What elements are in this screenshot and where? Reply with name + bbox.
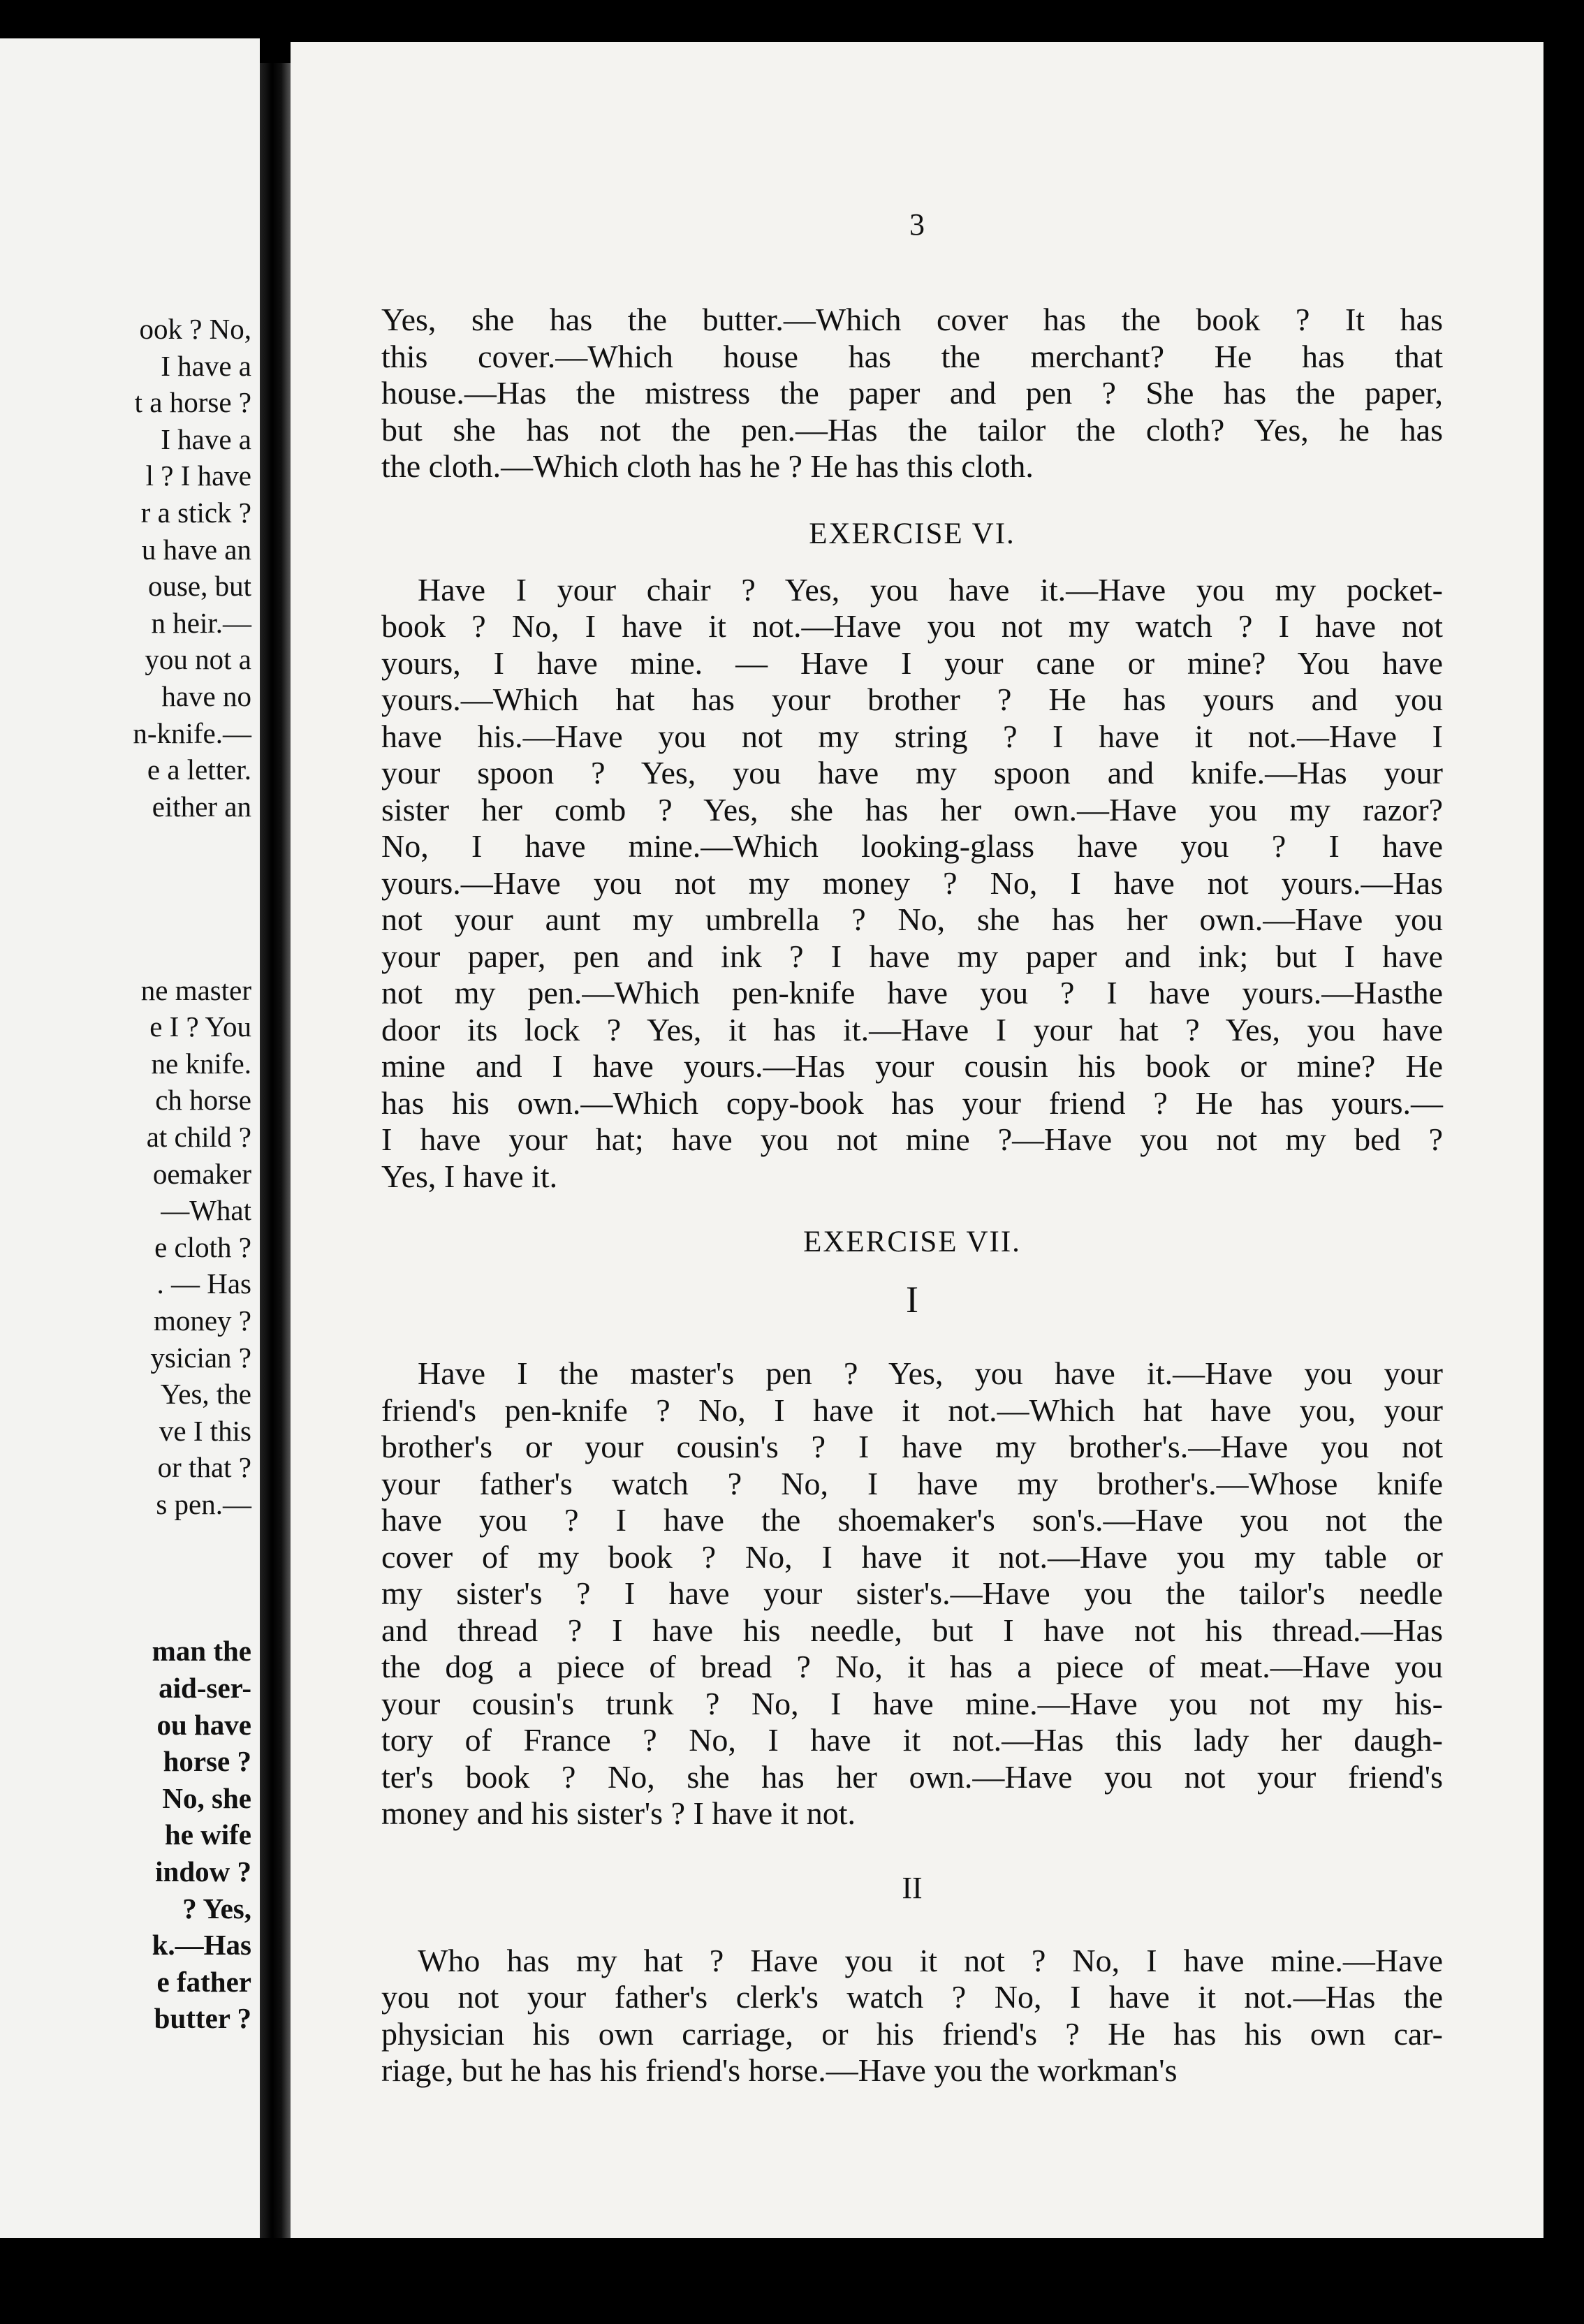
facing-page-line: either an	[152, 790, 251, 823]
facing-page-line: man the	[152, 1635, 251, 1668]
text-line: cover of my book ? No, I have it not.—Have you my table or	[381, 1538, 1443, 1575]
facing-page-left	[0, 38, 260, 2238]
text-line: Who has my hat ? Have you it not ? No, I have mine.—Have	[418, 1942, 1443, 1978]
facing-page-line: indow ?	[155, 1855, 251, 1888]
page-number: 3	[909, 207, 925, 242]
text-line: has his own.—Which copy-book has your friend ? He has yours.—	[381, 1084, 1443, 1121]
text-line: Yes, she has the butter.—Which cover has the book ? It has	[381, 302, 1443, 337]
text-line: money and his sister's ? I have it not.	[381, 1795, 856, 1831]
text-line: physician his own carriage, or his friend's ? He has his own car-	[381, 2015, 1443, 2052]
facing-page-line: e a letter.	[147, 753, 251, 786]
facing-page-line: ne master	[140, 973, 251, 1006]
text-line: have you ? I have the shoemaker's son's.—Have you not the	[381, 1502, 1443, 1538]
text-line: your spoon ? Yes, you have my spoon and knife.—Has your	[381, 755, 1443, 790]
page-right	[291, 42, 1543, 2238]
text-line: your paper, pen and ink ? I have my paper and ink; but I have	[381, 938, 1443, 974]
facing-page-line: money ?	[153, 1304, 251, 1337]
text-line: tory of France ? No, I have it not.—Has this lady her daugh-	[381, 1722, 1443, 1758]
facing-page-line: I have a	[161, 422, 251, 455]
intro-paragraph	[381, 302, 1443, 485]
exercise-7-part-2-paragraph	[381, 1943, 1443, 2089]
text-line: Have I your chair ? Yes, you have it.—Have you my pocket-	[418, 571, 1443, 608]
text-line: your father's watch ? No, I have my brother's.—Whose knife	[381, 1465, 1443, 1501]
facing-page-line: ne knife.	[151, 1047, 251, 1080]
facing-page-line: or that ?	[157, 1451, 251, 1484]
exercise-6-paragraph	[381, 572, 1443, 1196]
facing-page-line: ou have	[156, 1708, 251, 1741]
facing-page-line: —What	[161, 1194, 251, 1227]
facing-page-line: oemaker	[152, 1157, 251, 1190]
text-line: and thread ? I have his needle, but I have not his thread.—Has	[381, 1612, 1443, 1648]
text-line: Have I the master's pen ? Yes, you have it.—Have you your	[418, 1355, 1443, 1391]
text-line: sister her comb ? Yes, she has her own.—Have you my razor?	[381, 791, 1443, 828]
text-line: you not your father's clerk's watch ? No, I have it not.—Has the	[381, 1979, 1443, 2015]
facing-page-text	[0, 311, 251, 2037]
text-line: not your aunt my umbrella ? No, she has her own.—Have you	[381, 902, 1443, 937]
facing-page-line	[0, 862, 251, 899]
text-line: riage, but he has his friend's horse.—Have you the workman's	[381, 2052, 1178, 2088]
text-line: door its lock ? Yes, it has it.—Have I your hat ? Yes, you have	[381, 1011, 1443, 1047]
facing-page-line: aid-ser-	[159, 1671, 251, 1704]
text-line: brother's or your cousin's ? I have my brother's.—Have you not	[381, 1429, 1443, 1464]
facing-page-line: k.—Has	[152, 1929, 251, 1962]
text-line: but she has not the pen.—Has the tailor the cloth? Yes, he has	[381, 411, 1443, 448]
facing-page-line: have no	[161, 679, 251, 712]
text-line: mine and I have yours.—Has your cousin his book or mine? He	[381, 1048, 1443, 1084]
facing-page-line: at child ?	[146, 1121, 251, 1154]
facing-page-line: ? Yes,	[182, 1892, 251, 1925]
facing-page-line: ysician ?	[150, 1341, 251, 1374]
text-line: Yes, I have it.	[381, 1158, 558, 1194]
exercise-7-heading: EXERCISE VII.	[803, 1226, 1021, 1258]
text-line: ter's book ? No, she has her own.—Have you not your friend's	[381, 1758, 1443, 1795]
text-line: book ? No, I have it not.—Have you not my watch ? I have not	[381, 608, 1443, 644]
facing-page-line	[0, 1596, 251, 1633]
facing-page-line: . — Has	[156, 1267, 251, 1300]
facing-page-line: ch horse	[155, 1084, 251, 1117]
facing-page-line: t a horse ?	[134, 386, 251, 419]
facing-page-line: horse ?	[163, 1745, 251, 1778]
text-line: the dog a piece of bread ? No, it has a piece of meat.—Have you	[381, 1649, 1443, 1684]
text-line: house.—Has the mistress the paper and pen ? She has the paper,	[381, 375, 1443, 411]
exercise-7-part-1-label: I	[906, 1279, 918, 1321]
exercise-6-heading: EXERCISE VI.	[809, 517, 1015, 550]
facing-page-line: Yes, the	[160, 1378, 251, 1411]
text-line: your cousin's trunk ? No, I have mine.—Have you not my his-	[381, 1685, 1443, 1721]
facing-page-line	[0, 825, 251, 862]
text-line: have his.—Have you not my string ? I have it not.—Have I	[381, 718, 1443, 754]
facing-page-line: butter ?	[154, 2002, 251, 2035]
text-line: the cloth.—Which cloth has he ? He has this cloth.	[381, 448, 1034, 484]
facing-page-line: No, she	[162, 1781, 251, 1814]
facing-page-line: n-knife.—	[133, 716, 251, 749]
facing-page-line: he wife	[164, 1818, 251, 1851]
text-line: yours.—Have you not my money ? No, I have not yours.—Has	[381, 865, 1443, 901]
text-line: yours, I have mine. — Have I your cane or mine? You have	[381, 645, 1443, 681]
text-line: not my pen.—Which pen-knife have you ? I have yours.—Hasthe	[381, 975, 1443, 1010]
exercise-7-part-1-paragraph	[381, 1355, 1443, 1832]
text-line: yours.—Which hat has your brother ? He has yours and you	[381, 682, 1443, 717]
facing-page-line: ve I this	[159, 1414, 251, 1447]
facing-page-line: you not a	[145, 643, 251, 676]
text-line: No, I have mine.—Which looking-glass have you ? I have	[381, 828, 1443, 864]
exercise-7-part-2-label: II	[902, 1870, 923, 1905]
scan-border-top	[0, 0, 1584, 42]
scan-border-right	[1543, 0, 1584, 2324]
facing-page-line	[0, 899, 251, 936]
facing-page-line: r a stick ?	[140, 496, 251, 529]
page-body	[381, 208, 1443, 2089]
facing-page-line: e I ? You	[149, 1010, 251, 1043]
facing-page-line: ouse, but	[147, 570, 251, 603]
text-line: friend's pen-knife ? No, I have it not.—Which hat have you, your	[381, 1392, 1443, 1428]
text-line: I have your hat; have you not mine ?—Have you not my bed ?	[381, 1121, 1443, 1157]
text-line: this cover.—Which house has the merchant? He has that	[381, 338, 1443, 374]
facing-page-line: u have an	[141, 533, 251, 566]
book-gutter	[260, 63, 291, 2238]
text-line: my sister's ? I have your sister's.—Have you the tailor's needle	[381, 1575, 1443, 1611]
scan-border-bottom	[0, 2238, 1584, 2324]
facing-page-line	[0, 1523, 251, 1560]
facing-page-line	[0, 1559, 251, 1596]
facing-page-line: s pen.—	[156, 1488, 251, 1520]
facing-page-line: l ? I have	[145, 459, 251, 492]
facing-page-line	[0, 935, 251, 972]
facing-page-line: e father	[156, 1965, 251, 1998]
facing-page-line: n heir.—	[151, 606, 251, 639]
facing-page-line: ook ? No,	[139, 313, 251, 345]
facing-page-line: I have a	[161, 349, 251, 382]
facing-page-line: e cloth ?	[154, 1230, 251, 1263]
